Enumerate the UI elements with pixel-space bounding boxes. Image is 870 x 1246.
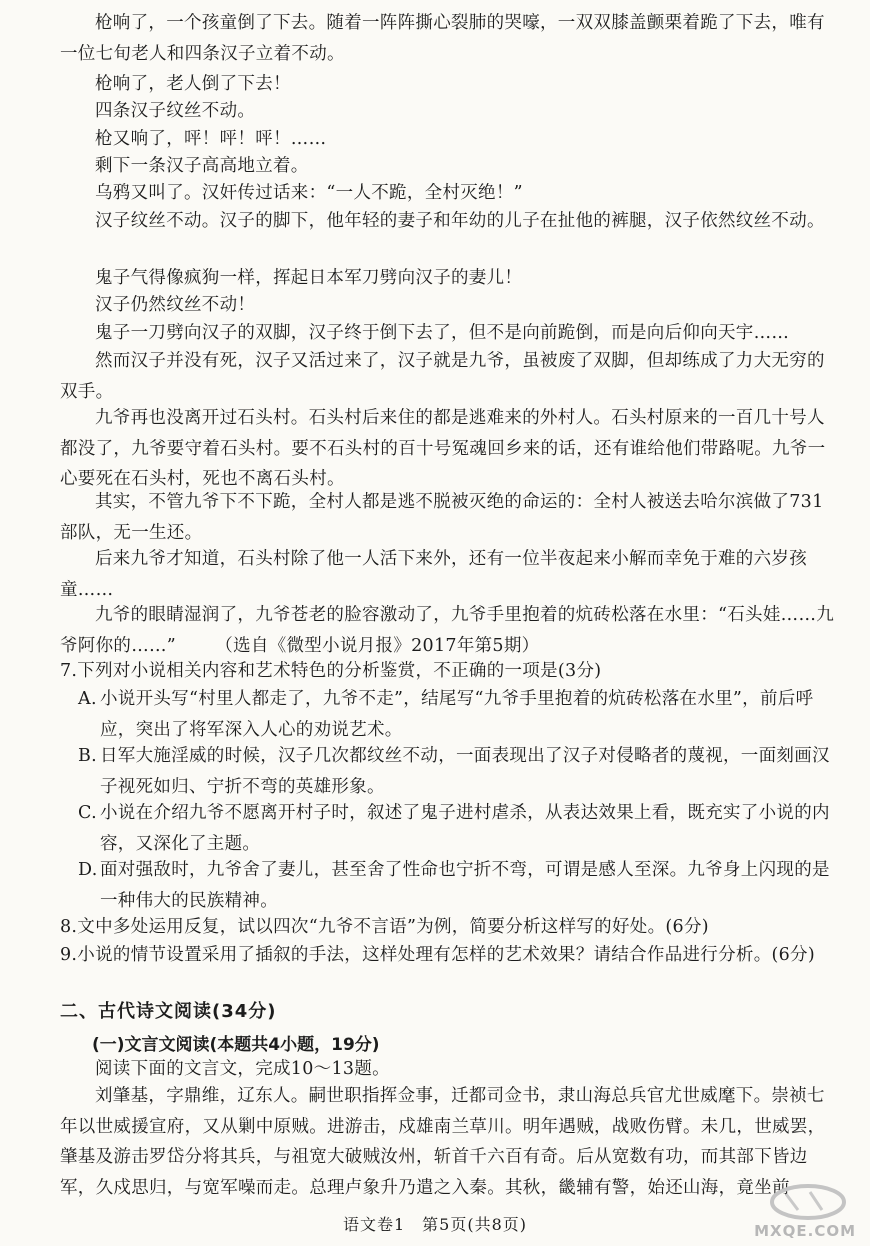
option-b: B. 日军大施淫威的时候，汉子几次都纹丝不动，一面表现出了汉子对侵略者的蔑视，一面刻画汉子视死如归、宁折不弯的英雄形象。	[78, 746, 830, 797]
story-paragraph: 然而汉子并没有死，汉子又活过来了，汉子就是九爷，虽被废了双脚，但却练成了力大无穷的双手。	[60, 351, 825, 402]
option-text: 面对强敌时，九爷舍了妻儿，甚至舍了性命也宁折不弯，可谓是感人至深。九爷身上闪现的是一种伟大的民族精神。	[100, 860, 830, 911]
option-a: A. 小说开头写“村里人都走了，九爷不走”，结尾写“九爷手里抱着的炕砖松落在水里”，前后呼应，突出了将军深入人心的劝说艺术。	[78, 689, 814, 740]
story-paragraph: 枪响了，老人倒了下去！	[95, 74, 291, 94]
story-paragraph-text: 九爷的眼睛湿润了，九爷苍老的脸容激动了，九爷手里抱着的炕砖松落在水里：“石头娃……九爷阿你的……”	[60, 605, 835, 656]
question-8: 8.文中多处运用反复，试以四次“九爷不言语”为例，简要分析这样写的好处。(6分)	[60, 917, 709, 937]
story-paragraph	[60, 600, 840, 661]
watermark-text: MXQE.COM	[754, 1222, 856, 1240]
option-text: 小说在介绍九爷不愿离开村子时，叙述了鬼子进村虐杀，从表达效果上看，既充实了小说的内容，又深化了主题。	[100, 803, 830, 854]
instruction: 阅读下面的文言文，完成10～13题。	[95, 1059, 390, 1079]
page-footer: 语文卷1 第5页(共8页)	[342, 1215, 528, 1234]
question-7-stem: 7.下列对小说相关内容和艺术特色的分析鉴赏，不正确的一项是(3分)	[60, 661, 602, 681]
option-d: D. 面对强敌时，九爷舍了妻儿，甚至舍了性命也宁折不弯，可谓是感人至深。九爷身上闪现的是一种伟大的民族精神。	[78, 860, 830, 911]
story-paragraph: 其实，不管九爷下不下跪，全村人都是逃不脱被灭绝的命运的：全村人被送去哈尔滨做了731部队，无一生还。	[60, 492, 824, 543]
story-paragraph: 枪又响了，呯！呯！呯！……	[95, 129, 327, 149]
story-paragraph: 剩下一条汉子高高地立着。	[95, 156, 309, 176]
option-text: 小说开头写“村里人都走了，九爷不走”，结尾写“九爷手里抱着的炕砖松落在水里”，前后呼应，突出了将军深入人心的劝说艺术。	[100, 689, 814, 740]
story-paragraph: 乌鸦又叫了。汉奸传过话来：“一人不跪，全村灭绝！”	[95, 183, 523, 203]
story-paragraph: 后来九爷才知道，石头村除了他一人活下来外，还有一位半夜起来小解而幸免于难的六岁孩童……	[60, 549, 807, 600]
story-paragraph: 四条汉子纹丝不动。	[95, 101, 256, 121]
section-subtitle: (一)文言文阅读(本题共4小题，19分)	[92, 1035, 380, 1055]
option-c: C. 小说在介绍九爷不愿离开村子时，叙述了鬼子进村虐杀，从表达效果上看，既充实了小说的内容，又深化了主题。	[78, 803, 830, 854]
source-citation: （选自《微型小说月报》2017年第5期）	[224, 635, 540, 656]
story-paragraph: 汉子纹丝不动。汉子的脚下，他年轻的妻子和年幼的儿子在扯他的裤腿，汉子依然纹丝不动。	[95, 211, 825, 231]
section-title: 二、古代诗文阅读(34分)	[60, 1001, 277, 1022]
story-paragraph: 鬼子一刀劈向汉子的双脚，汉子终于倒下去了，但不是向前跪倒，而是向后仰向天宇……	[95, 323, 790, 343]
story-paragraph: 枪响了，一个孩童倒了下去。随着一阵阵撕心裂肺的哭嚎，一双双膝盖颤栗着跪了下去，唯有一位七旬老人和四条汉子立着不动。	[60, 13, 825, 64]
story-paragraph: 鬼子气得像疯狗一样，挥起日本军刀劈向汉子的妻儿！	[95, 268, 523, 288]
story-paragraph: 汉子仍然纹丝不动！	[95, 295, 256, 315]
classical-text: 刘肇基，字鼎维，辽东人。嗣世职指挥佥事，迁都司佥书，隶山海总兵官尤世威麾下。崇祯七年以世威援宣府，又从剿中原贼。进游击，戍雄南兰草川。明年遇贼，战败伤臂。未几，世威罢，肇基及游击罗岱分将其兵，与祖宽大破贼汝州，斩首千六百有奇。后从宽数有功，而其部下皆边军，久戍思归，与宽军噪而走。总理卢象升乃遣之入秦。其秋，畿辅有警，始还山海，竟坐前	[60, 1086, 826, 1198]
question-9: 9.小说的情节设置采用了插叙的手法，这样处理有怎样的艺术效果？请结合作品进行分析。(6分)	[60, 945, 815, 965]
story-paragraph: 九爷再也没离开过石头村。石头村后来住的都是逃难来的外村人。石头村原来的一百几十号人都没了，九爷要守着石头村。要不石头村的百十号冤魂回乡来的话，还有谁给他们带路呢。九爷一心要死在石头村，死也不离石头村。	[60, 408, 826, 490]
option-text: 日军大施淫威的时候，汉子几次都纹丝不动，一面表现出了汉子对侵略者的蔑视，一面刻画汉子视死如归、宁折不弯的英雄形象。	[100, 746, 830, 797]
